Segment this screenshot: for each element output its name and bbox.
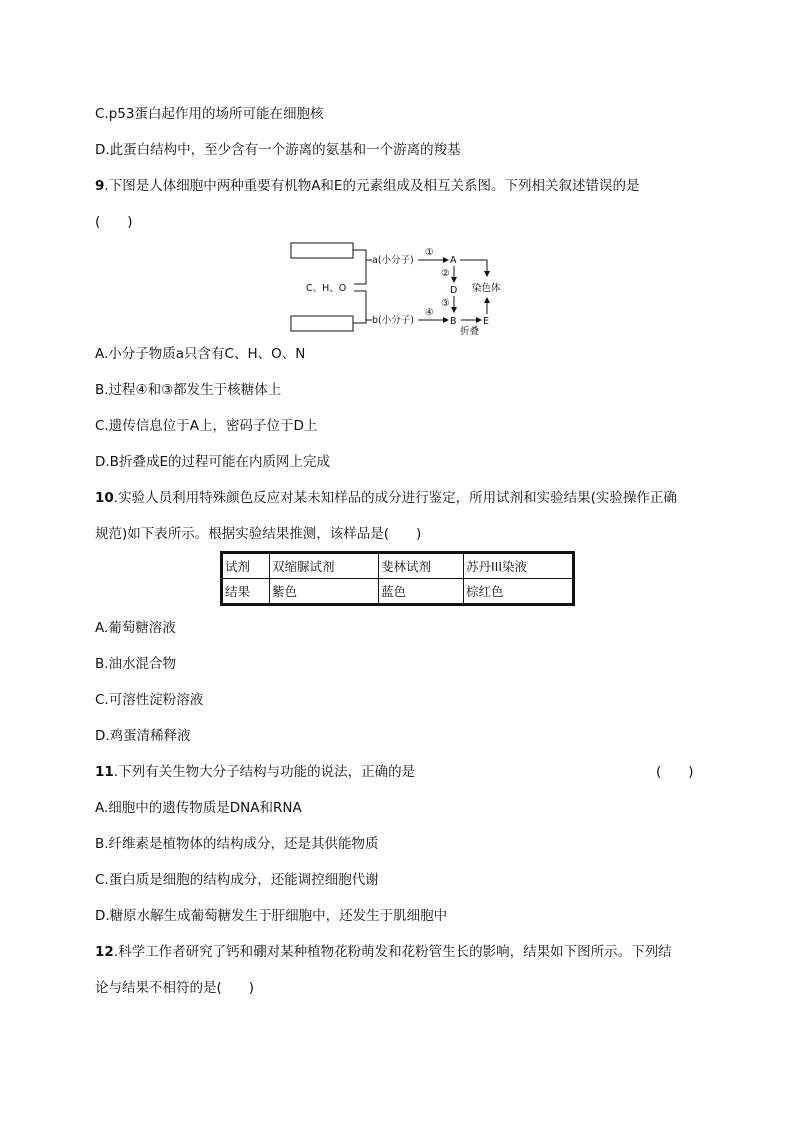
step-3-label: ③ <box>441 298 450 309</box>
q11-number: 11 <box>95 764 114 780</box>
q12-number: 12 <box>95 944 114 960</box>
step-4-label: ④ <box>425 307 434 318</box>
step-1-label: ① <box>425 247 434 258</box>
q9-option-d: D.B折叠成E的过程可能在内质网上完成 <box>95 454 330 470</box>
q10-number: 10 <box>95 490 114 506</box>
table-row <box>222 553 574 579</box>
q10-text: .实验人员利用特殊颜色反应对某未知样品的成分进行鉴定，所用试剂和实验结果(实验操作正确 <box>113 490 677 506</box>
q11-option-c: C.蛋白质是细胞的结构成分，还能调控细胞代谢 <box>95 872 379 888</box>
elements-label: C、H、O <box>306 283 347 294</box>
node-D: D <box>450 285 458 296</box>
blank-box-top <box>291 243 353 258</box>
reagent-result-table <box>220 551 575 606</box>
table-cell: 试剂 <box>222 553 270 579</box>
q10-option-d: D.鸡蛋清稀释液 <box>95 728 191 744</box>
small-molecule-a-label: a(小分子) <box>372 255 414 266</box>
q8-option-c: C.p53蛋白起作用的场所可能在细胞核 <box>95 106 324 122</box>
q9-answer-paren: ( ) <box>95 214 133 230</box>
blank-box-bottom <box>291 316 353 331</box>
q11-option-d: D.糖原水解生成葡萄糖发生于肝细胞中，还发生于肌细胞中 <box>95 908 448 924</box>
q10-stem-continued: 规范)如下表所示。根据实验结果推测，该样品是( ) <box>95 526 422 542</box>
q11-text: .下列有关生物大分子结构与功能的说法，正确的是 <box>113 764 416 780</box>
node-A: A <box>450 255 457 266</box>
bracket-top <box>353 250 366 284</box>
element-relationship-diagram <box>288 238 508 338</box>
q10-option-a: A.葡萄糖溶液 <box>95 620 176 636</box>
fold-label: 折叠 <box>460 326 480 337</box>
table-row <box>222 579 574 605</box>
table-cell: 蓝色 <box>379 579 464 605</box>
q10-option-c: C.可溶性淀粉溶液 <box>95 692 204 708</box>
q12-text: .科学工作者研究了钙和硼对某种植物花粉萌发和花粉管生长的影响，结果如下图所示。下列结 <box>113 944 672 960</box>
table-cell: 紫色 <box>270 579 379 605</box>
q11-answer-paren: ( ) <box>656 764 694 780</box>
q10-option-b: B.油水混合物 <box>95 656 177 672</box>
table-cell: 结果 <box>222 579 270 605</box>
q12-stem <box>95 942 672 962</box>
node-E: E <box>483 316 490 327</box>
q9-text: .下图是人体细胞中两种重要有机物A和E的元素组成及相互关系图。下列相关叙述错误的是 <box>104 178 640 194</box>
bracket-bottom <box>353 291 366 323</box>
node-B: B <box>450 316 457 327</box>
q11-option-b: B.纤维素是植物体的结构成分，还是其供能物质 <box>95 836 379 852</box>
q12-stem-continued: 论与结果不相符的是( ) <box>95 980 255 996</box>
q8-option-d: D.此蛋白结构中，至少含有一个游离的氨基和一个游离的羧基 <box>95 142 461 158</box>
chromosome-label: 染色体 <box>472 283 501 294</box>
table-cell: 棕红色 <box>464 579 574 605</box>
q9-number: 9 <box>95 178 105 194</box>
arrow-A-to-chromosome <box>460 260 487 276</box>
q10-stem <box>95 488 677 508</box>
q11-stem <box>95 762 415 782</box>
table-cell: 斐林试剂 <box>379 553 464 579</box>
q11-option-a: A.细胞中的遗传物质是DNA和RNA <box>95 800 302 816</box>
step-2-label: ② <box>441 268 450 279</box>
q9-option-a: A.小分子物质a只含有C、H、O、N <box>95 346 306 362</box>
q9-stem <box>95 176 639 196</box>
table-cell: 双缩脲试剂 <box>270 553 379 579</box>
q9-option-b: B.过程④和③都发生于核糖体上 <box>95 382 282 398</box>
table-cell: 苏丹III染液 <box>464 553 574 579</box>
q9-option-c: C.遗传信息位于A上，密码子位于D上 <box>95 418 318 434</box>
small-molecule-b-label: b(小分子) <box>372 315 414 326</box>
